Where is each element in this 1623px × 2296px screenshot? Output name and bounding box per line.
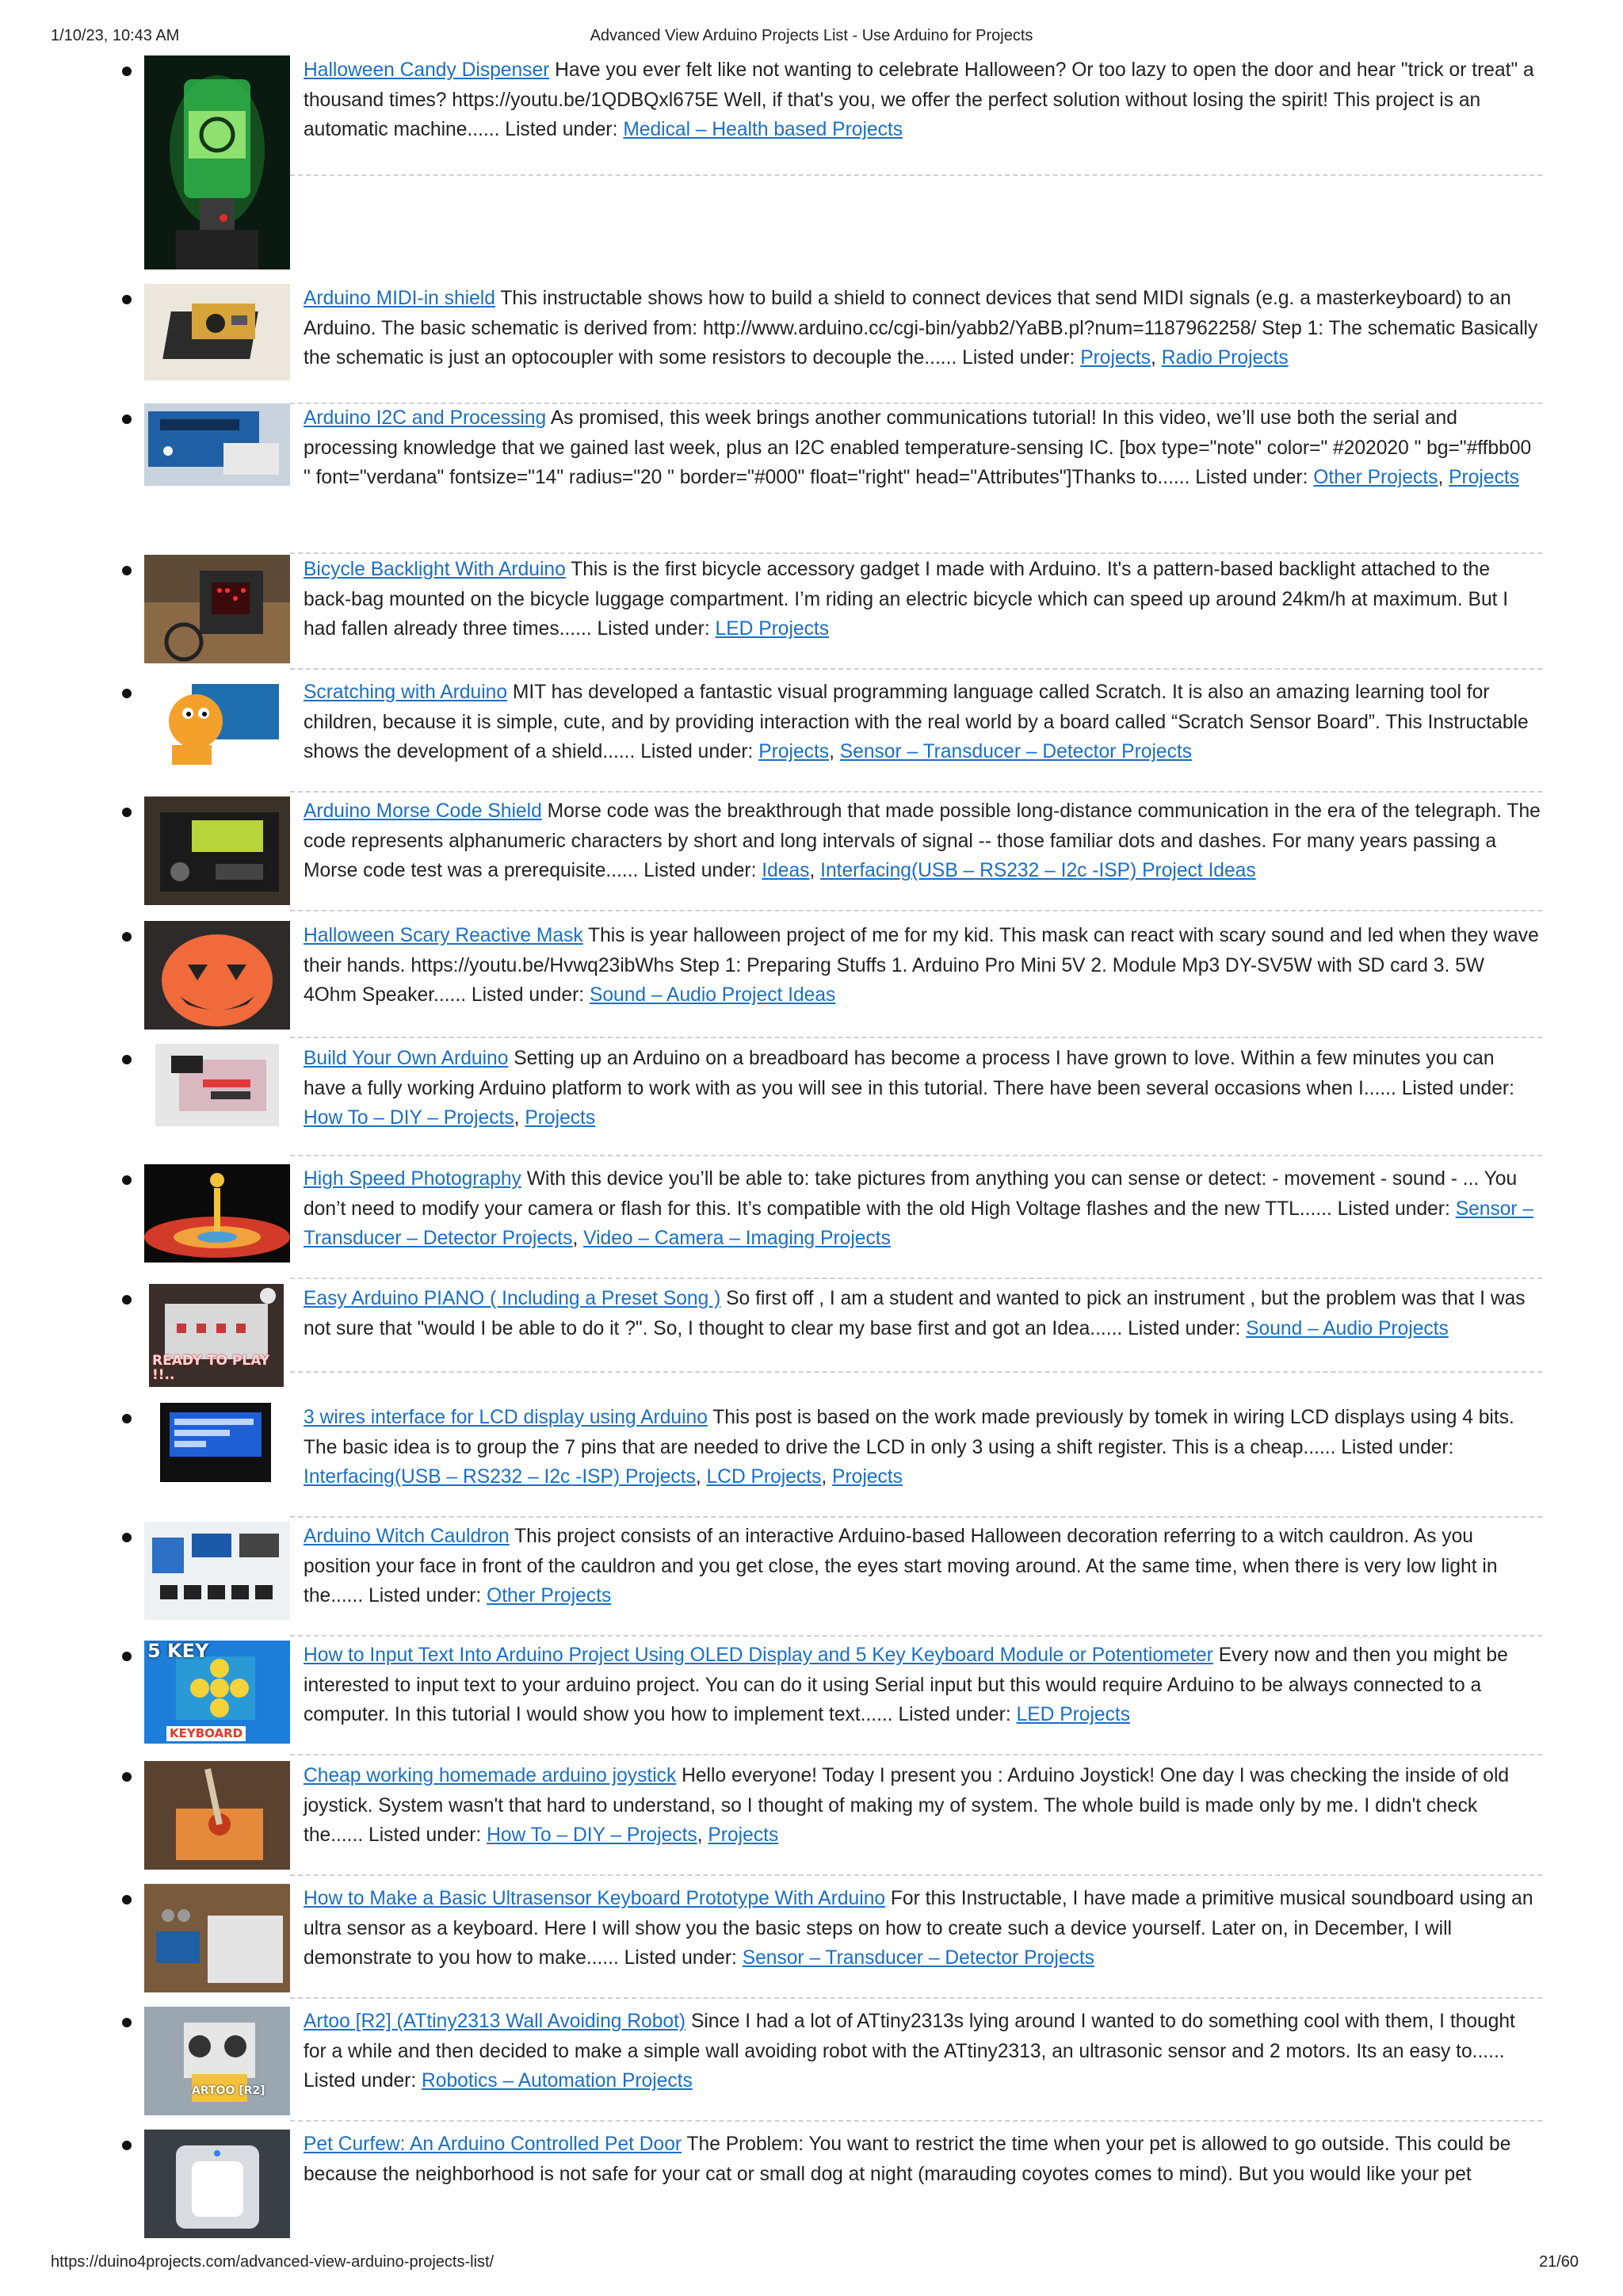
- listed-under-label: Listed under:: [369, 1585, 482, 1606]
- project-description: Setting up an Arduino on a breadboard has become a process I have grown to love. Within a few minutes you can have a fully working Arduino platform to work with as you will see in this tutorial. There have been several occasions when I......: [304, 1048, 1495, 1099]
- bullet: [122, 1414, 132, 1423]
- bullet: [122, 2018, 132, 2027]
- project-description: As promised, this week brings another communications tutorial! In this video, we’ll use both the serial and processing knowledge that we gained last week, plus an I2C enabled temperature-sensing IC. [box type="note" color=" #202020 " bg="#ffbb00 " font="verdana" fontsize="14" radius="20 " border="#000" float="right" head="Attributes"]Thanks to......: [304, 407, 1532, 488]
- thumbnail-oled-5-key-keyboard[interactable]: [144, 1641, 290, 1744]
- project-description: For this Instructable, I have made a primitive musical soundboard using an ultra sensor as a keyboard. Here I will show you the basic steps on how to create such a device yourself. Later on, in December, I will demonstrate to you how to make......: [304, 1888, 1533, 1969]
- bullet: [122, 295, 132, 304]
- category-link[interactable]: Projects: [832, 1466, 903, 1488]
- project-title-link[interactable]: How to Make a Basic Ultrasensor Keyboard Prototype With Arduino: [304, 1888, 886, 1909]
- bullet: [122, 1295, 132, 1305]
- listed-under-label: Listed under:: [471, 984, 585, 1006]
- category-link[interactable]: Projects: [758, 741, 830, 762]
- listed-under-label: Listed under:: [1401, 1077, 1514, 1099]
- bullet: [122, 1175, 132, 1185]
- listed-under-label: Listed under:: [624, 1947, 737, 1969]
- project-title-link[interactable]: Arduino Morse Code Shield: [304, 800, 542, 822]
- project-title-link[interactable]: Bicycle Backlight With Arduino: [304, 559, 566, 580]
- print-page-title: Advanced View Arduino Projects List - Use Arduino for Projects: [590, 27, 1033, 44]
- thumbnail-bicycle-backlight[interactable]: [144, 555, 290, 663]
- print-datetime: 1/10/23, 10:43 AM: [51, 27, 180, 44]
- separator: [290, 1754, 1542, 1755]
- thumbnail-halloween-candy-dispenser[interactable]: [144, 55, 290, 269]
- project-description: Have you ever felt like not wanting to celebrate Halloween? Or too lazy to open the door and hear "trick or treat" a thousand times? https://youtu.be/1QDBQxl675E Well, if that's you, we offer the perfect solution without losing the spirit! This project is an automatic machine......: [304, 59, 1534, 140]
- listed-under-label: Listed under:: [1195, 467, 1308, 488]
- bullet: [122, 2141, 132, 2150]
- category-link[interactable]: Projects: [1080, 347, 1151, 369]
- bullet: [122, 67, 132, 76]
- category-link[interactable]: Other Projects: [1313, 467, 1438, 488]
- thumbnail-caption-bottom: KEYBOARD: [166, 1726, 246, 1741]
- project-list: Halloween Candy Dispenser Have you ever felt like not wanting to celebrate Halloween? Or too lazy to open the door and hear "trick or treat" a thousand times? https://youtu.be/1QDBQxl675E Well, if that's you, we offer the perfect solution without losing the spirit! This project is an automatic machine...... Listed under: Medical – Health based Projects Arduino MIDI-in shield This instructable shows how to build a shield to connect devices that send MIDI signals (e.g. a masterkeyboard) to an Arduino. The basic schematic is derived from: http://www.arduino.cc/cgi-bin/yabb2/YaBB.pl?num=1187962258/ Step 1: The schematic Basically the schematic is just an optocoupler with some resistors to decouple the...... Listed under: Projects, Radio Projects Arduino I2C and Processing As promised, this week brings another communications tutorial! In this video, we’ll use both the serial and processing knowledge that we gained last week, plus an I2C enabled temperature-sensing IC. [box type="note" color=" #202020 " bg="#ffbb00 " font="verdana" fontsize="14" radius="20 " border="#000" float="right" head="Attributes"]Thanks to...... Listed under: Other Projects, Projects Bicycle Backlight With Arduino This is the first bicycle accessory gadget I made with Arduino. It's a pattern-based backlight attached to the back-bag mounted on the bicycle luggage compartment. I’m riding an electric bicycle which can speed up around 24km/h at maximum. But I had fallen already three times...... Listed under: LED Projects Scratching with Arduino MIT has developed a fantastic visual programming language called Scratch. It is also an amazing learning tool for children, because it is simple, cute, and by providing interaction with the real world by a board called “Scratch Sensor Board”. This Instructable shows the development of a shield...... Listed under: Projects, Sensor – Transducer – Detector Projects Arduino Morse Code Shield Morse code was the breakthrough that made possible long-distance communication in the era of the telegraph. The code represents alphanumeric characters by short and long intervals of signal -- those familiar dots and dashes. For many years passing a Morse code test was a prerequisite...... Listed under: Ideas, Interfacing(USB – RS232 – I2c -ISP) Project Ideas Halloween Scary Reactive Mask This is year halloween project of me for my kid. This mask can react with scary sound and led when they wave their hands. https://youtu.be/Hvwq23ibWhs Step 1: Preparing Stuffs 1. Arduino Pro Mini 5V 2. Module Mp3 DY-SV5W with SD card 3. 5W 4Ohm Speaker...... Listed under: Sound – Audio Project Ideas Build Your Own Arduino Setting up an Arduino on a breadboard has become a process I have grown to love. Within a few minutes you can have a fully working Arduino platform to work with as you will see in this tutorial. There have been several occasions when I...... Listed under: How To – DIY – Projects, Projects High Speed Photography With this device you’ll be able to: take pictures from anything you can sense or detect: - movement - sound - ... You don’t need to modify your camera or flash for this. It’s compatible with the old High Voltage flashes and the new TTL...... Listed under: Sensor – Transducer – Detector Projects, Video – Camera – Imaging Projects READY TO PLAY !!.. Easy Arduino PIANO ( Including a Preset Song ) So first off , I am a student and wanted to pick an instrument , but the problem was that I was not sure that "would I be able to do it ?". So, I thought to clear my base first and got an Idea...... Listed under: Sound – Audio Projects 3 wires interface for LCD display using Arduino This post is based on the work made previously by tomek in wiring LCD displays using 4 bits. The basic idea is to group the 7 pins that are needed to drive the LCD in only 3 using a shift register. This is a cheap...... Listed under: Interfacing(USB – RS232 – I2c -ISP) Projects, LCD Projects, Projects Arduino Witch Cauldron This project consists of an interactive Arduino-based Halloween decoration referring to a witch cauldron. As you position your face in front of the cauldron and you get close, the eyes start moving around. At the same time, when there is very low light in the...... Listed under: Other Projects 5 KEY KEYBOARD How to Input Text Into Arduino Project Using OLED Display and 5 Key Keyboard Module or Potentiometer Every now and then you might be interested to input text to your arduino project. You can do it using Serial input but this would require Arduino to be always connected to a computer. In this tutorial I would show you how to implement text...... Listed under: LED Projects Cheap working homemade arduino joystick Hello everyone! Today I present you : Arduino Joystick! One day I was checking the inside of old joystick. System wasn't that hard to understand, so I thought of making my of system. The whole build is made only by me. I didn't check the...... Listed under: How To – DIY – Projects, Projects How to Make a Basic Ultrasensor Keyboard Prototype With Arduino For this Instructable, I have made a primitive musical soundboard using an ultra sensor as a keyboard. Here I will show you the basic steps on how to create such a device yourself. Later on, in December, I will demonstrate to you how to make...... Listed under: Sensor – Transducer – Detector Projects ARTOO [R2] Artoo [R2] (ATtiny2313 Wall Avoiding Robot) Since I had a lot of ATtiny2313s lying around I wanted to do something cool with them, I thought for a while and then decided to make a simple wall avoiding robot with the ATtiny2313, an ultrasonic sensor and 2 motors. Its an easy to...... Listed under: Robotics – Automation Projects Pet Curfew: An Arduino Controlled Pet Door The Problem: You want to restrict the time when your pet is allowed to go outside. This could be because the neighborhood is not safe for your cat or small dog at night (marauding coyotes comes to mind). But you would like your pet: [0, 0, 1623, 2296]
- project-description: MIT has developed a fantastic visual programming language called Scratch. It is also an amazing learning tool for children, because it is simple, cute, and by providing interaction with the real world by a board called “Scratch Sensor Board”. This Instructable shows the development of a shield......: [304, 682, 1529, 762]
- category-link[interactable]: LED Projects: [1016, 1704, 1131, 1725]
- bullet: [122, 1055, 132, 1064]
- category-link[interactable]: LED Projects: [715, 618, 830, 640]
- thumbnail-artoo-r2-robot[interactable]: [144, 2007, 290, 2115]
- project-title-link[interactable]: Build Your Own Arduino: [304, 1048, 509, 1069]
- listed-under-label: Listed under:: [1341, 1436, 1454, 1458]
- bullet: [122, 689, 132, 698]
- listed-under-label: Listed under:: [640, 741, 754, 762]
- bullet: [122, 415, 132, 424]
- separator: [290, 552, 1542, 554]
- separator: [290, 174, 1542, 176]
- project-description: This is year halloween project of me for my kid. This mask can react with scary sound and led when they wave their hands. https://youtu.be/Hvwq23ibWhs Step 1: Preparing Stuffs 1. Arduino Pro Mini 5V 2. Module Mp3 DY-SV5W with SD card 3. 5W 4Ohm Speaker......: [304, 925, 1539, 1006]
- project-title-link[interactable]: Easy Arduino PIANO ( Including a Preset Song ): [304, 1288, 721, 1309]
- project-title-link[interactable]: Pet Curfew: An Arduino Controlled Pet Door: [304, 2134, 682, 2155]
- listed-under-label: Listed under:: [369, 1824, 482, 1846]
- category-link[interactable]: Projects: [708, 1824, 779, 1846]
- category-link[interactable]: Sound – Audio Projects: [1246, 1317, 1449, 1339]
- project-title-link[interactable]: Arduino I2C and Processing: [304, 407, 547, 429]
- thumbnail-caption-top: 5 KEY: [147, 1641, 209, 1662]
- thumbnail-arduino-witch-cauldron[interactable]: [144, 1522, 290, 1620]
- bullet: [122, 1895, 132, 1904]
- print-page-number: 21/60: [1538, 2253, 1579, 2271]
- listed-under-label: Listed under:: [1128, 1317, 1241, 1339]
- thumbnail-arduino-i2c-processing[interactable]: [144, 403, 290, 486]
- listed-under-label: Listed under:: [898, 1704, 1011, 1725]
- listed-under-label: Listed under:: [505, 119, 618, 140]
- project-description: So first off , I am a student and wanted to pick an instrument , but the problem was that I was not sure that "would I be able to do it ?". So, I thought to clear my base first and got an Idea......: [304, 1288, 1526, 1339]
- category-link[interactable]: Other Projects: [487, 1585, 612, 1606]
- thumbnail-pet-curfew[interactable]: [144, 2130, 290, 2238]
- listed-under-label: Listed under:: [1337, 1198, 1450, 1220]
- listed-under-label: Listed under:: [962, 347, 1075, 369]
- project-description: Since I had a lot of ATtiny2313s lying around I wanted to do something cool with them, I thought for a while and then decided to make a simple wall avoiding robot with the ATtiny2313, an ultrasonic sensor and 2 motors. Its an easy to......: [304, 2011, 1515, 2062]
- project-title-link[interactable]: 3 wires interface for LCD display using Arduino: [304, 1407, 708, 1428]
- project-title-link[interactable]: Artoo [R2] (ATtiny2313 Wall Avoiding Robot): [304, 2011, 686, 2032]
- project-title-link[interactable]: Arduino Witch Cauldron: [304, 1526, 510, 1547]
- project-title-link[interactable]: Halloween Scary Reactive Mask: [304, 925, 583, 946]
- separator: [290, 1278, 1542, 1279]
- thumbnail-arduino-morse-code-shield[interactable]: [144, 797, 290, 905]
- separator: [290, 1635, 1542, 1637]
- category-link[interactable]: Radio Projects: [1161, 347, 1289, 369]
- thumbnail-high-speed-photography[interactable]: [144, 1164, 290, 1263]
- project-title-link[interactable]: High Speed Photography: [304, 1168, 521, 1190]
- listed-under-label: Listed under:: [643, 860, 757, 881]
- category-link[interactable]: Sensor – Transducer – Detector Projects: [839, 741, 1193, 762]
- category-link[interactable]: Projects: [525, 1107, 596, 1129]
- project-description: Morse code was the breakthrough that made possible long-distance communication in the era of the telegraph. The code represents alphanumeric characters by short and long intervals of signal -- those familiar dots and dashes. For many years passing a Morse code test was a prerequisite......: [304, 800, 1541, 881]
- thumbnail-build-your-own-arduino[interactable]: [155, 1044, 279, 1126]
- thumbnail-ultrasensor-keyboard[interactable]: [144, 1884, 290, 1992]
- print-url: https://duino4projects.com/advanced-view-arduino-projects-list/: [51, 2253, 495, 2271]
- bullet: [122, 932, 132, 942]
- separator: [290, 1874, 1542, 1876]
- project-description: Every now and then you might be interested to input text to your arduino project. You can do it using Serial input but this would require Arduino to be always connected to a computer. In this tutorial I would show you how to implement text......: [304, 1645, 1508, 1725]
- separator: [290, 791, 1542, 793]
- category-link[interactable]: Interfacing(USB – RS232 – I2c -ISP) Project Ideas: [820, 860, 1256, 881]
- separator: [290, 668, 1542, 670]
- separator: [290, 1516, 1542, 1518]
- thumbnail-3-wires-lcd[interactable]: [160, 1403, 271, 1482]
- bullet: [122, 566, 132, 575]
- bullet: [122, 1772, 132, 1782]
- category-link[interactable]: Interfacing(USB – RS232 – I2c -ISP) Projects: [304, 1466, 696, 1488]
- project-description: This is the first bicycle accessory gadget I made with Arduino. It's a pattern-based backlight attached to the back-bag mounted on the bicycle luggage compartment. I’m riding an electric bicycle which can speed up around 24km/h at maximum. But I had fallen already three times......: [304, 559, 1509, 640]
- separator: [290, 1997, 1542, 1999]
- project-description: This instructable shows how to build a shield to connect devices that send MIDI signals (e.g. a masterkeyboard) to an Arduino. The basic schematic is derived from: http://www.arduino.cc/cgi-bin/yabb2/YaBB.pl?num=1187962258/ Step 1: The schematic Basically the schematic is just an optocoupler with some resistors to decouple the......: [304, 288, 1538, 369]
- project-title-link[interactable]: How to Input Text Into Arduino Project Using OLED Display and 5 Key Keyboard Module or Potentiometer: [304, 1645, 1213, 1666]
- category-link[interactable]: Robotics – Automation Projects: [422, 2070, 693, 2092]
- category-link[interactable]: Medical – Health based Projects: [623, 119, 903, 140]
- category-link[interactable]: Sensor – Transducer – Detector Projects: [304, 1198, 1534, 1249]
- category-link[interactable]: How To – DIY – Projects: [304, 1107, 514, 1129]
- separator: [290, 1037, 1542, 1038]
- project-description: With this device you’ll be able to: take pictures from anything you can sense or detect: - movement - sound - ... You don’t need to modify your camera or flash for this. It’s compatible with the old High Voltage flashes and the new TTL......: [304, 1168, 1518, 1220]
- bullet: [122, 1652, 132, 1661]
- thumbnail-homemade-joystick[interactable]: [144, 1761, 290, 1870]
- project-title-link[interactable]: Halloween Candy Dispenser: [304, 59, 550, 81]
- category-link[interactable]: How To – DIY – Projects: [487, 1824, 697, 1846]
- category-link[interactable]: Sound – Audio Project Ideas: [589, 984, 836, 1006]
- listed-under-label: Listed under:: [304, 2070, 417, 2092]
- category-link[interactable]: Ideas: [762, 860, 810, 881]
- thumbnail-easy-arduino-piano[interactable]: [149, 1284, 284, 1387]
- thumbnail-arduino-midi-in-shield[interactable]: [144, 284, 290, 380]
- project-description: Hello everyone! Today I present you : Arduino Joystick! One day I was checking the inside of old joystick. System wasn't that hard to understand, so I thought of making my of system. The whole build is made only by me. I didn't check the......: [304, 1765, 1510, 1846]
- category-link[interactable]: Sensor – Transducer – Detector Projects: [742, 1947, 1094, 1969]
- category-link[interactable]: Video – Camera – Imaging Projects: [583, 1228, 891, 1249]
- project-title-link[interactable]: Arduino MIDI-in shield: [304, 288, 495, 309]
- thumbnail-halloween-scary-mask[interactable]: [144, 921, 290, 1030]
- project-description: This post is based on the work made previously by tomek in wiring LCD displays using 4 bits. The basic idea is to group the 7 pins that are needed to drive the LCD in only 3 using a shift register. This is a cheap......: [304, 1407, 1514, 1458]
- thumbnail-caption: READY TO PLAY !!..: [152, 1353, 270, 1383]
- thumbnail-caption: ARTOO [R2]: [192, 2084, 265, 2097]
- bullet: [122, 808, 132, 817]
- project-title-link[interactable]: Scratching with Arduino: [304, 682, 508, 703]
- separator: [290, 1155, 1542, 1156]
- project-title-link[interactable]: Cheap working homemade arduino joystick: [304, 1765, 677, 1786]
- bullet: [122, 1533, 132, 1542]
- project-description: This project consists of an interactive Arduino-based Halloween decoration referring to a witch cauldron. As you position your face in front of the cauldron and you get close, the eyes start moving around. At the same time, when there is very low light in the......: [304, 1526, 1498, 1606]
- listed-under-label: Listed under:: [597, 618, 710, 640]
- category-link[interactable]: LCD Projects: [706, 1466, 822, 1488]
- separator: [290, 910, 1542, 911]
- project-description: The Problem: You want to restrict the time when your pet is allowed to go outside. This could be because the neighborhood is not safe for your cat or small dog at night (marauding coyotes comes to mind). But you would like your pet: [304, 2134, 1511, 2185]
- separator: [290, 2120, 1542, 2122]
- thumbnail-scratching-with-arduino[interactable]: [144, 678, 290, 769]
- separator: [290, 1371, 1542, 1373]
- category-link[interactable]: Projects: [1449, 467, 1519, 488]
